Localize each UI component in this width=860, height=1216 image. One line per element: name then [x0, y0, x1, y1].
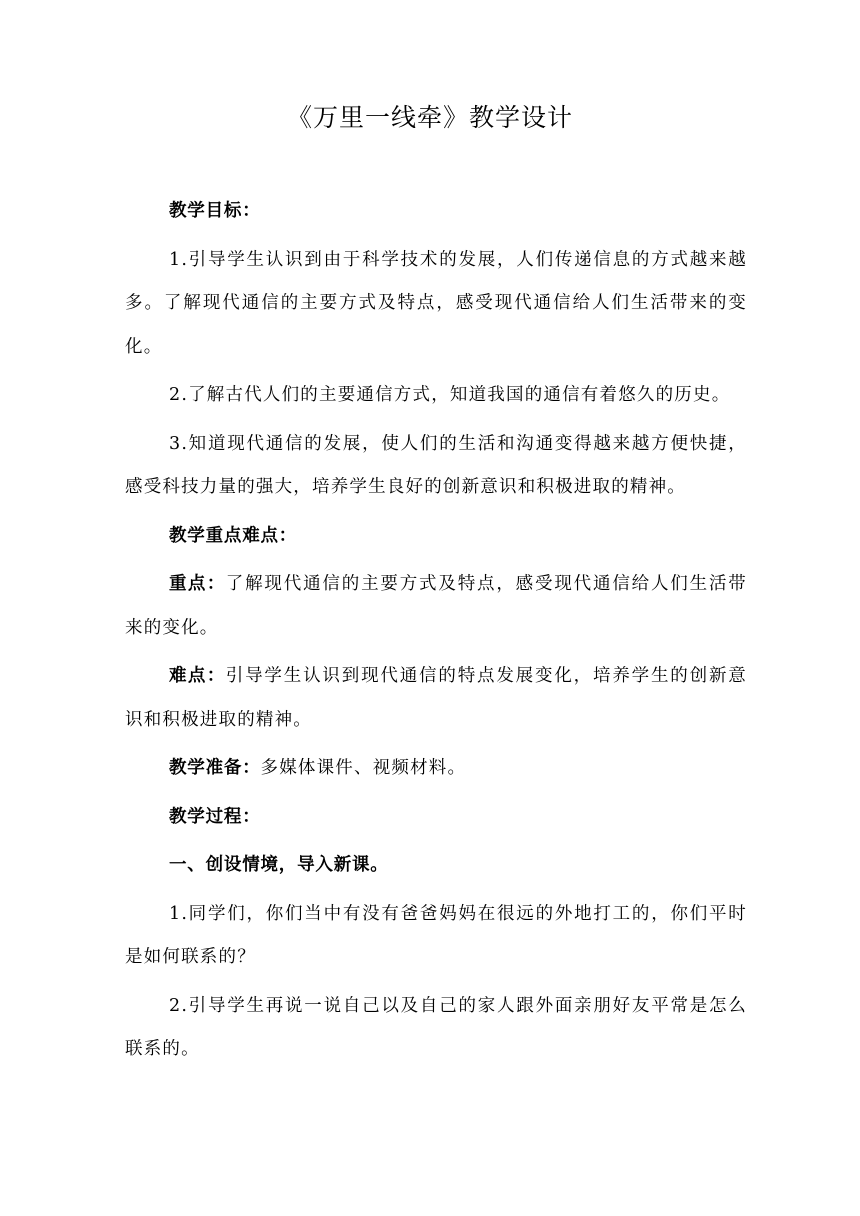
objective-item-1: 1.引导学生认识到由于科学技术的发展，人们传递信息的方式越来越多。了解现代通信的主要方式及特点，感受现代通信给人们生活带来的变化。 — [125, 249, 747, 357]
process-item-2: 2.引导学生再说一说自己以及自己的家人跟外面亲朋好友平常是怎么联系的。 — [125, 995, 747, 1059]
focus-label: 重点： — [169, 574, 226, 594]
preparation-label: 教学准备： — [169, 758, 261, 778]
focus-paragraph — [125, 563, 747, 650]
difficulty-label: 难点： — [169, 666, 226, 686]
document-body — [125, 190, 747, 1077]
preparation-paragraph — [125, 747, 747, 791]
key-points-heading: 教学重点难点： — [169, 525, 298, 546]
document-title: 《万里一线牵》教学设计 — [286, 103, 573, 132]
focus-text: 了解现代通信的主要方式及特点，感受现代通信给人们生活带来的变化。 — [125, 574, 747, 638]
difficulty-paragraph — [125, 655, 747, 742]
objective-item-3: 3.知道现代通信的发展，使人们的生活和沟通变得越来越方便快捷，感受科技力量的强大，培养学生良好的创新意识和积极进取的精神。 — [125, 433, 747, 497]
process-item-1: 1.同学们，你们当中有没有爸爸妈妈在很远的外地打工的，你们平时是如何联系的？ — [125, 903, 747, 967]
objectives-heading: 教学目标： — [169, 201, 261, 221]
difficulty-text: 引导学生认识到现代通信的特点发展变化，培养学生的创新意识和积极进取的精神。 — [125, 666, 747, 730]
process-heading: 教学过程： — [169, 806, 261, 827]
section-1-heading: 一、创设情境，导入新课。 — [169, 855, 389, 875]
objective-item-2: 2.了解古代人们的主要通信方式，知道我国的通信有着悠久的历史。 — [169, 385, 731, 405]
preparation-text: 多媒体课件、视频材料。 — [260, 758, 467, 778]
